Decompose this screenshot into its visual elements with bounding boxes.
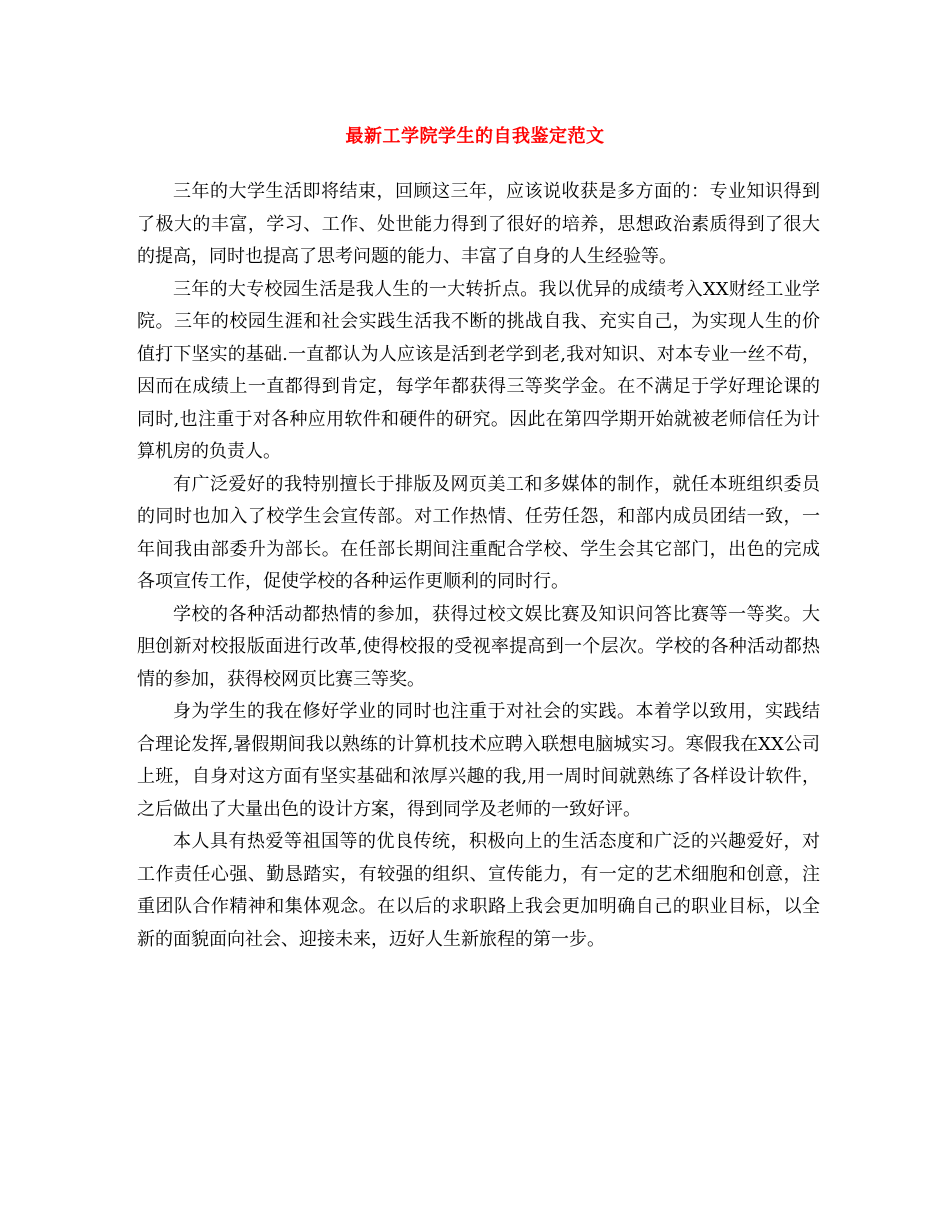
paragraph-4: 学校的各种活动都热情的参加，获得过校文娱比赛及知识问答比赛等一等奖。大胆创新对校报版面进行改革,使得校报的受视率提高到一个层次。学校的各种活动都热情的参加，获得校网页比赛三等奖。: [137, 603, 820, 690]
paragraph-1: 三年的大学生活即将结束，回顾这三年，应该说收获是多方面的：专业知识得到了极大的丰富，学习、工作、处世能力得到了很好的培养，思想政治素质得到了很大的提高，同时也提高了思考问题的能力、丰富了自身的人生经验等。: [137, 181, 820, 267]
paragraph-3: 有广泛爱好的我特别擅长于排版及网页美工和多媒体的制作，就任本班组织委员的同时也加入了校学生会宣传部。对工作热情、任劳任怨，和部内成员团结一致，一年间我由部委升为部长。在任部长期间注重配合学校、学生会其它部门，出色的完成各项宣传工作，促使学校的各种运作更顺利的同时行。: [137, 473, 820, 592]
paragraph-6: 本人具有热爱等祖国等的优良传统，积极向上的生活态度和广泛的兴趣爱好，对工作责任心强、勤恳踏实，有较强的组织、宣传能力，有一定的艺术细胞和创意，注重团队合作精神和集体观念。在以后的求职路上我会更加明确自己的职业目标，以全新的面貌面向社会、迎接未来，迈好人生新旅程的第一步。: [137, 831, 820, 950]
paragraph-2: 三年的大专校园生活是我人生的一大转折点。我以优异的成绩考入XX财经工业学院。三年的校园生涯和社会实践生活我不断的挑战自我、充实自己，为实现人生的价值打下坚实的基础.一直都认为人应该是活到老学到老,我对知识、对本专业一丝不苟，因而在成绩上一直都得到肯定，每学年都获得三等奖学金。在不满足于学好理论课的同时,也注重于对各种应用软件和硬件的研究。因此在第四学期开始就被老师信任为计算机房的负责人。: [137, 278, 820, 462]
paragraph-5: 身为学生的我在修好学业的同时也注重于对社会的实践。本着学以致用，实践结合理论发挥,暑假期间我以熟练的计算机技术应聘入联想电脑城实习。寒假我在XX公司上班，自身对这方面有坚实基础和浓厚兴趣的我,用一周时间就熟练了各样设计软件，之后做出了大量出色的设计方案，得到同学及老师的一致好评。: [137, 701, 820, 820]
document-title: 最新工学院学生的自我鉴定范文: [345, 126, 605, 147]
document-body: [137, 176, 820, 956]
